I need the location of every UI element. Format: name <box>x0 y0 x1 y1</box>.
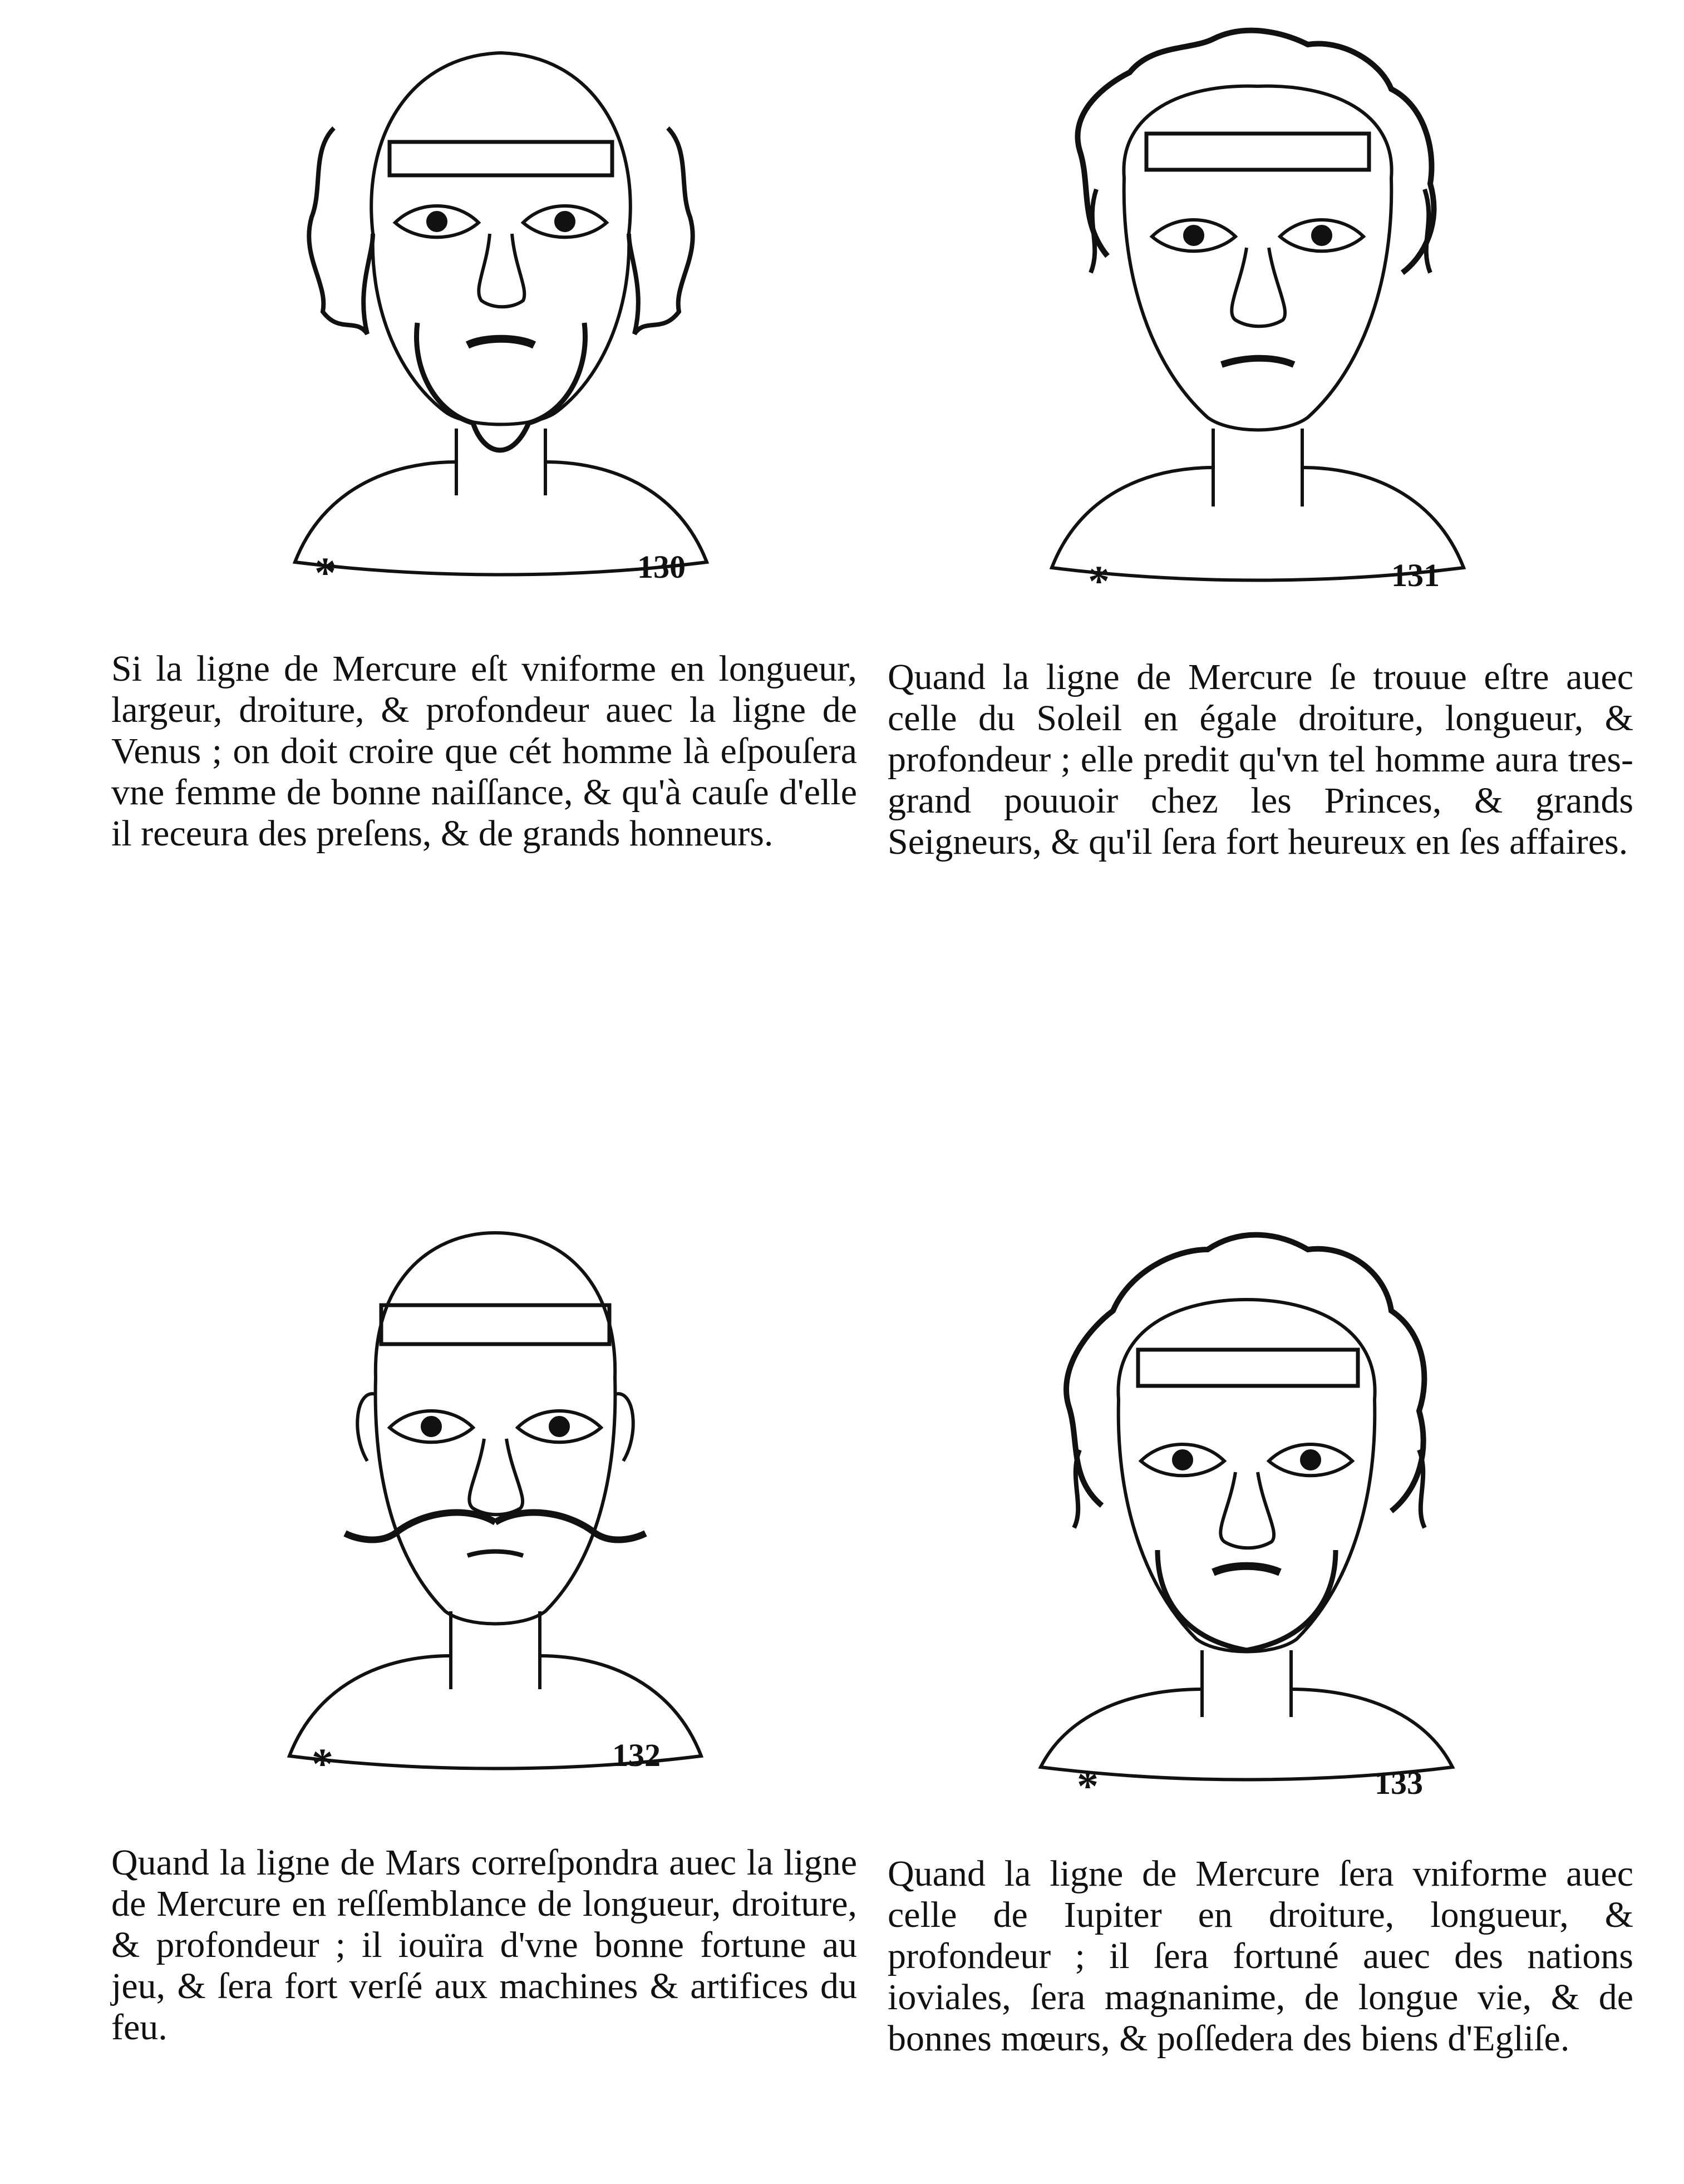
caption-text-132: Quand la ligne de Mars correſpondra auec la ligne de Mercure en reſſemblance de longueur, droiture, & profondeur ; il iouïra d'vne bonne fortune au jeu, & ſera fort verſé aux machines & artifices du feu. <box>111 1842 857 2048</box>
figure-133 <box>1035 1216 1458 1784</box>
caption-text-133: Quand la ligne de Mercure ſera vniforme auec celle de Iupiter en droiture, longueur, & profondeur ; il ſera fortuné auec des nations ioviales, ſera magnanime, de longue vie, & de bonnes mœurs, & poſſedera des biens d'Egliſe. <box>888 1853 1633 2059</box>
caption-text-130: Si la ligne de Mercure eſt vniforme en longueur, largeur, droiture, & profondeur auec la ligne de Venus ; on doit croire que cét homme là eſpouſera vne femme de bonne naiſſance, & qu'à cauſe d'elle il receura des preſens, & de grands honneurs. <box>111 648 857 854</box>
caption-132 <box>111 1842 857 2048</box>
curly-haired-youth-icon <box>1046 22 1469 584</box>
figure-number-132: 132 <box>612 1737 661 1773</box>
figure-132 <box>284 1222 707 1778</box>
figure-number-131: 131 <box>1391 557 1440 593</box>
mustached-man-icon <box>284 1222 707 1778</box>
figure-131 <box>1046 22 1469 584</box>
figure-number-130: 130 <box>637 549 686 585</box>
bald-bearded-man-icon <box>289 22 712 579</box>
caption-131 <box>888 657 1633 863</box>
curly-haired-bearded-man-icon <box>1035 1216 1458 1784</box>
figure-number-133: 133 <box>1375 1765 1423 1801</box>
figure-star-130: * <box>314 548 336 597</box>
caption-text-131: Quand la ligne de Mercure ſe trouue eſtre auec celle du Soleil en égale droiture, longueur, & profondeur ; elle predit qu'vn tel homme aura tres-grand pouuoir chez les Princes, & grands Seigneurs, & qu'il ſera fort heureux en ſes affaires. <box>888 657 1633 862</box>
figure-star-133: * <box>1077 1762 1099 1810</box>
figure-star-131: * <box>1088 557 1110 605</box>
caption-130 <box>111 648 857 854</box>
caption-133 <box>888 1853 1633 2059</box>
figure-130 <box>289 22 712 579</box>
figure-star-132: * <box>312 1739 333 1788</box>
